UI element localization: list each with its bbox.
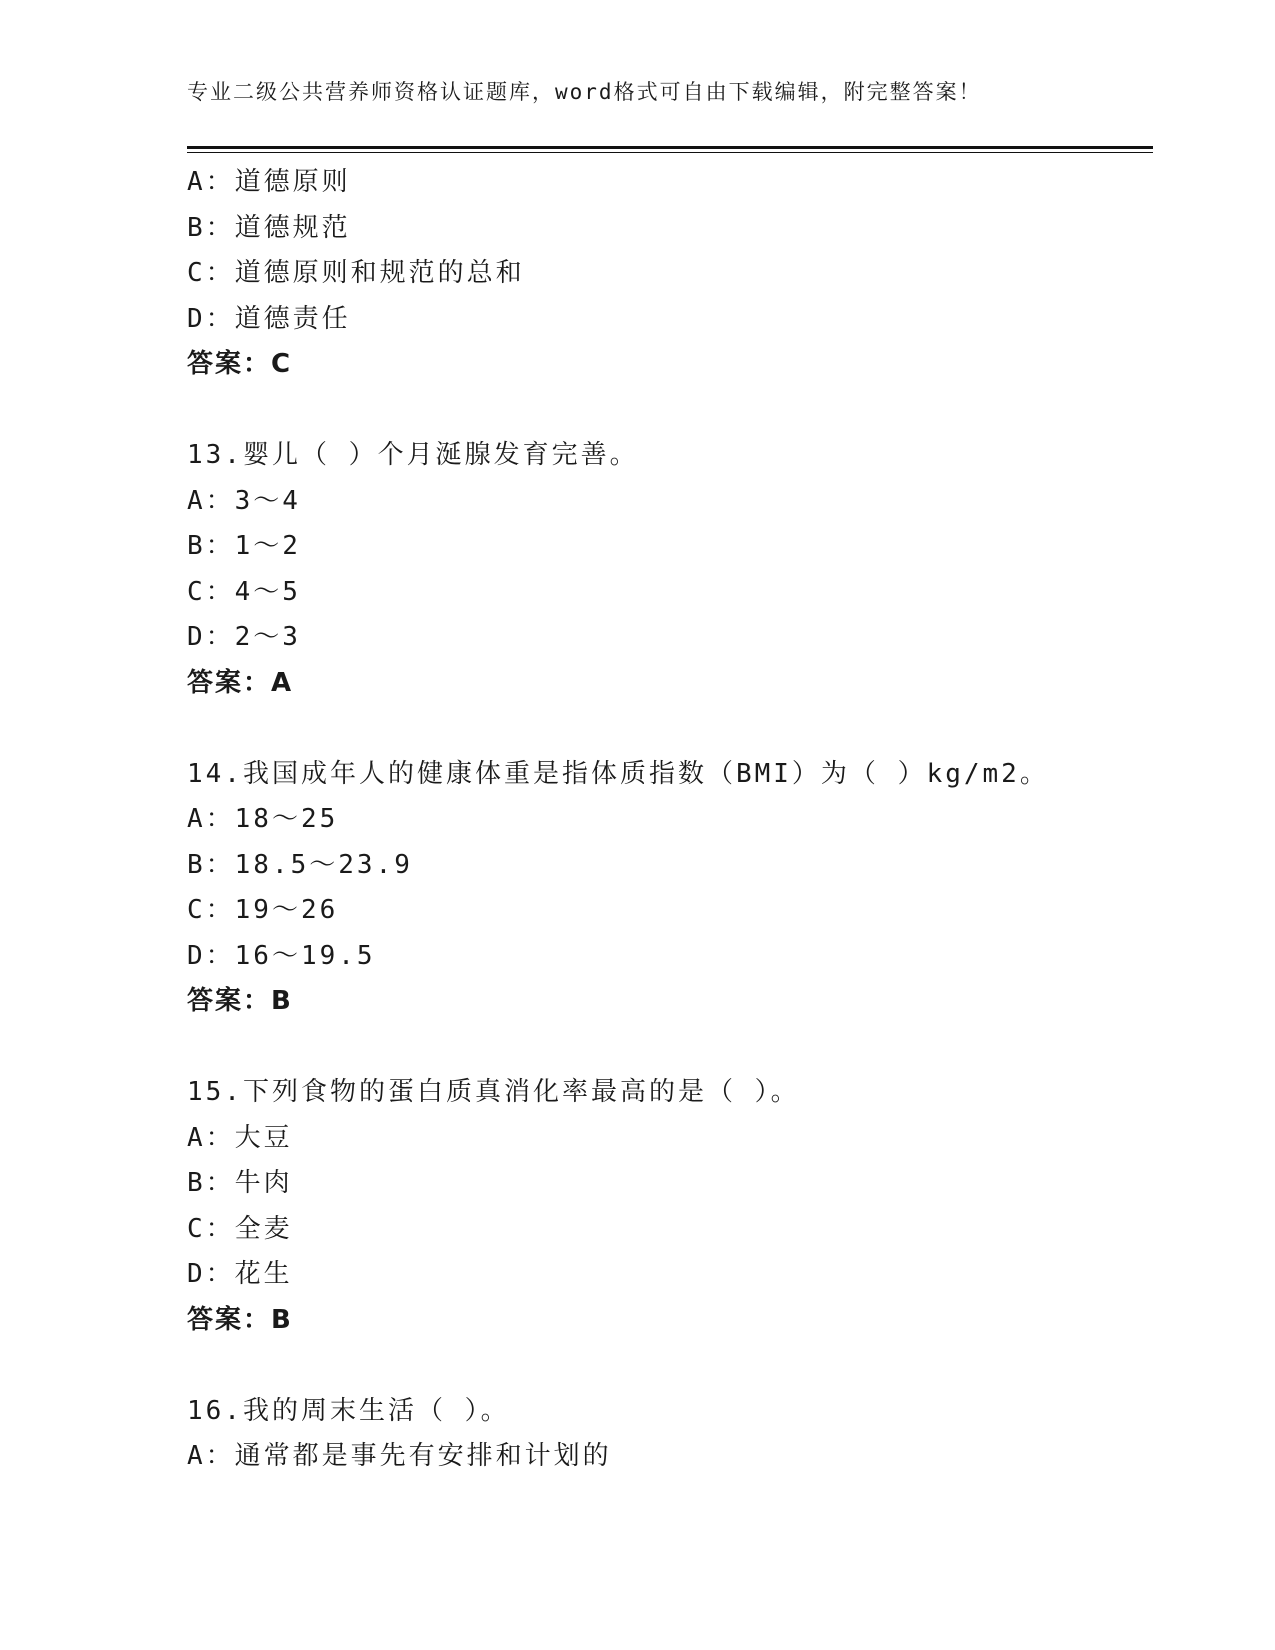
- option-d: D：16～19.5: [187, 940, 376, 971]
- option-a: A：通常都是事先有安排和计划的: [187, 1441, 612, 1471]
- answer: 答案：A: [187, 667, 294, 698]
- question-block: [187, 1389, 1153, 1480]
- question-text: 15.下列食物的蛋白质真消化率最高的是（ ）。: [187, 1077, 800, 1107]
- question-text: 14.我国成年人的健康体重是指体质指数（BMI）为（ ）kg/m2。: [187, 758, 1049, 789]
- question-block: [187, 1070, 1153, 1343]
- header-rule-thick: [187, 146, 1153, 149]
- option-c: C：全麦: [187, 1213, 293, 1244]
- question-list: [187, 160, 1153, 1480]
- header-rule-thin: [187, 152, 1153, 153]
- option-c: C：4～5: [187, 576, 301, 607]
- question-text: 13.婴儿（ ）个月涎腺发育完善。: [187, 440, 639, 470]
- option-d: D：花生: [187, 1259, 293, 1289]
- question-block: [187, 433, 1153, 706]
- option-b: B：道德规范: [187, 212, 351, 243]
- answer: 答案：B: [187, 1304, 293, 1335]
- option-a: A：3～4: [187, 485, 301, 516]
- answer: 答案：C: [187, 349, 293, 379]
- option-a: A：18～25: [187, 804, 339, 834]
- option-b: B：18.5～23.9: [187, 849, 413, 880]
- option-b: B：牛肉: [187, 1168, 293, 1198]
- question-block: [187, 752, 1153, 1025]
- question-block: [187, 160, 1153, 388]
- option-c: C：19～26: [187, 895, 339, 925]
- option-a: A：道德原则: [187, 167, 351, 197]
- option-a: A：大豆: [187, 1122, 293, 1153]
- answer: 答案：B: [187, 986, 293, 1016]
- option-b: B：1～2: [187, 531, 301, 561]
- option-d: D：2～3: [187, 622, 301, 652]
- page-header: 专业二级公共营养师资格认证题库，word格式可自由下载编辑，附完整答案！: [187, 80, 982, 104]
- option-c: C：道德原则和规范的总和: [187, 258, 525, 288]
- question-text: 16.我的周末生活（ ）。: [187, 1395, 510, 1426]
- option-d: D：道德责任: [187, 303, 351, 334]
